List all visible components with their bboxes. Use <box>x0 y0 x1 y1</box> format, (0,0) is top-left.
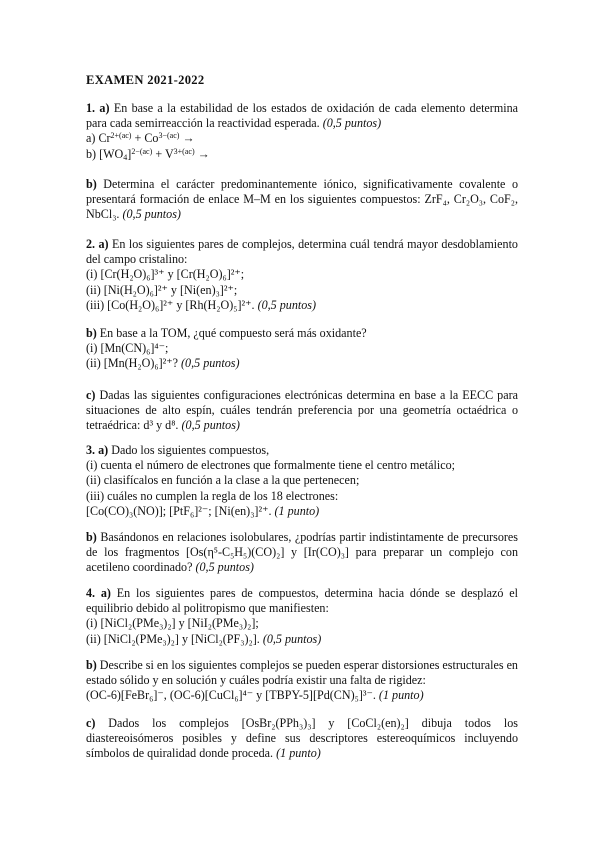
question-3a <box>86 443 518 519</box>
question-1a-text: En base a la estabilidad de los estados de oxidación de cada elemento determina para cada semirreacción la reactividad esperada. <box>86 101 519 131</box>
question-4c-points: (1 punto) <box>276 746 321 761</box>
question-1a-tag: a) <box>99 101 110 115</box>
question-3b <box>86 530 518 576</box>
question-1a-points: (0,5 puntos) <box>322 116 382 131</box>
reaction-a-co: + Co <box>134 131 159 146</box>
reaction-b-wo: [WO <box>99 146 124 161</box>
question-4c <box>86 716 518 762</box>
question-1b <box>86 177 518 223</box>
question-2c-points: (0,5 puntos) <box>181 418 240 433</box>
question-3a-points: (1 punto) <box>274 503 320 518</box>
question-1b-points: (0,5 puntos) <box>122 207 181 222</box>
question-2c-text: Dadas las siguientes configuraciones electrónicas determina en base a la EECC para situaciones de alto espín, cuáles tendrán preferencia por una geometría octaédrica o tetraédrica: d³ y d⁸. <box>86 388 518 433</box>
question-2b <box>86 326 518 372</box>
question-2-number: 2. <box>86 237 96 251</box>
question-2c <box>86 388 518 434</box>
question-2b-text: En base a la TOM, ¿qué compuesto será más oxidante? <box>99 326 367 340</box>
question-1b-tag: b) <box>86 177 97 191</box>
question-2a-item-iii <box>86 298 518 313</box>
question-3a-item-i: (i) cuenta el número de electrones que formalmente tiene el centro metálico; <box>86 458 456 473</box>
question-4c-tag: c) <box>86 716 96 730</box>
reaction-a-label: a) <box>86 131 96 146</box>
question-2b-points: (0,5 puntos) <box>181 356 240 371</box>
question-4c-text: Dados los complejos [OsBr₂(PPh₃)₃] y [CoCl₂(en)₂] dibuja todos los diastereoisómeros posibles y define sus descriptores estereoquímicos incluyendo símbolos de quiralidad donde proceda. <box>86 716 518 761</box>
question-2a-statement <box>86 237 518 267</box>
question-2b-tag: b) <box>86 326 97 340</box>
reaction-a-cr: Cr <box>98 131 111 146</box>
question-2a-text: En los siguientes pares de complejos, determina cuál tendrá mayor desdoblamiento del campo cristalino: <box>86 237 518 267</box>
question-4a <box>86 586 518 647</box>
question-4a-points: (0,5 puntos) <box>262 631 322 646</box>
question-2a <box>86 237 518 313</box>
question-1b-text: Determina el carácter predominantemente iónico, significativamente covalente o presentará formación de enlace M–M en los siguientes compuestos: ZrF₄, Cr₂O₃, CoF₂, NbCl₃. <box>86 177 518 222</box>
question-3a-statement <box>86 443 518 458</box>
reaction-b-label: b) <box>86 146 97 161</box>
question-4a-item-ii <box>86 632 518 647</box>
question-4a-item-ii-text: (ii) [NiCl₂(PMe₃)₂] y [NiCl₂(PF₃)₂]. <box>86 631 260 646</box>
question-3a-compounds <box>86 504 518 519</box>
reaction-b-wo-subscript: 4 <box>123 152 128 162</box>
question-3a-text: Dado los siguientes compuestos, <box>111 443 270 457</box>
reaction-b-wo-charge: 2−(ac) <box>131 146 153 156</box>
question-2a-item-i: (i) [Cr(H₂O)₆]³⁺ y [Cr(H₂O)₆]²⁺; <box>86 267 245 282</box>
question-3a-compounds-text: [Co(CO)₃(NO)]; [PtF₆]²⁻; [Ni(en)₃]²⁺. <box>86 503 272 518</box>
question-4b-compounds-text: (OC-6)[FeBr₆]⁻, (OC-6)[CuCl₆]⁴⁻ y [TBPY-5][Pd(CN)₅]³⁻. <box>86 688 376 703</box>
reaction-b-bracket: ] <box>127 146 132 161</box>
reaction-a-co-charge: 3−(ac) <box>158 131 180 141</box>
question-1a-reaction-b <box>86 147 518 162</box>
question-2a-item-ii: (ii) [Ni(H₂O)₆]²⁺ y [Ni(en)₃]²⁺; <box>86 282 238 297</box>
question-4a-statement <box>86 586 518 616</box>
question-4b-statement <box>86 658 518 688</box>
question-4-number: 4. <box>86 586 96 600</box>
question-3b-points: (0,5 puntos) <box>195 560 254 575</box>
question-4a-item-i: (i) [NiCl₂(PMe₃)₂] y [NiI₂(PMe₃)₂]; <box>86 616 259 631</box>
question-4b-text: Describe si en los siguientes complejos se pueden esperar distorsiones estructurales en estado sólido y en solución y cuáles podría existir una falta de rigidez: <box>86 658 518 688</box>
question-3b-text: Basándonos en relaciones isolobulares, ¿podrías partir indistintamente de precursores de los fragmentos [Os(η⁵-C₅H₅)(CO)₂] y [Ir(CO)₃] para preparar un complejo con acetileno coordinado? <box>86 530 518 575</box>
reaction-a-cr-charge: 2+(ac) <box>110 131 132 141</box>
question-4b-points: (1 punto) <box>378 688 424 703</box>
reaction-b-v: + V <box>155 146 174 161</box>
question-2b-item-i: (i) [Mn(CN)₆]⁴⁻; <box>86 341 169 356</box>
question-2b-item-ii-text: (ii) [Mn(H₂O)₆]²⁺? <box>86 356 178 371</box>
question-4b-compounds <box>86 688 518 703</box>
exam-title: EXAMEN 2021-2022 <box>86 73 205 87</box>
reaction-b-arrow: → <box>197 146 210 161</box>
question-4a-text: En los siguientes pares de compuestos, determina hacia dónde se desplazó el equilibrio debido al politropismo que manifiesten: <box>86 586 518 616</box>
question-3b-tag: b) <box>86 530 97 544</box>
question-3a-tag: a) <box>98 443 109 457</box>
question-2c-tag: c) <box>86 388 96 402</box>
question-4b-tag: b) <box>86 658 97 672</box>
question-2a-points: (0,5 puntos) <box>257 297 317 312</box>
reaction-b-v-charge: 3+(ac) <box>173 146 195 156</box>
question-3a-item-iii: (iii) cuáles no cumplen la regla de los 18 electrones: <box>86 488 339 503</box>
question-1-number: 1. <box>86 101 96 115</box>
question-2a-item-iii-text: (iii) [Co(H₂O)₆]²⁺ y [Rh(H₂O)₅]²⁺. <box>86 297 255 312</box>
question-3-number: 3. <box>86 443 96 457</box>
question-1a <box>86 101 518 162</box>
question-1a-reaction-a <box>86 131 518 146</box>
question-4b <box>86 658 518 704</box>
question-1a-statement <box>86 101 518 131</box>
question-4a-tag: a) <box>100 586 111 600</box>
question-3a-item-ii: (ii) clasifícalos en función a la clase a la que pertenecen; <box>86 473 360 488</box>
question-2a-tag: a) <box>98 237 109 251</box>
question-2b-statement <box>86 326 518 341</box>
question-2b-item-ii <box>86 356 518 371</box>
reaction-a-arrow: → <box>182 131 195 146</box>
